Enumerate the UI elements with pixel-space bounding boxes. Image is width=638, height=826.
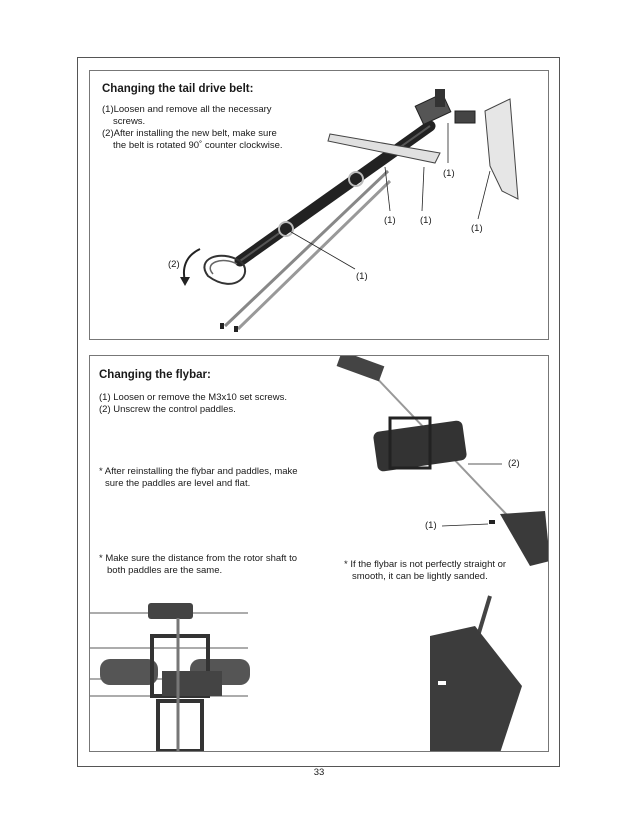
callout-stabilizer-screw: (1): [384, 215, 396, 226]
flybar-note-level-line1: * After reinstalling the flybar and paddles, make: [99, 466, 298, 477]
flybar-note-distance-line1: * Make sure the distance from the rotor shaft to: [99, 553, 298, 564]
callout-belt-rotate: (2): [168, 259, 180, 270]
callout-set-screw: (1): [425, 520, 437, 531]
flybar-title: Changing the flybar:: [99, 369, 211, 381]
callout-rod-screw: (1): [420, 215, 432, 226]
flybar-note-distance-line2: both paddles are the same.: [107, 565, 223, 576]
callout-control-paddle: (2): [508, 458, 520, 469]
flybar-steps: [99, 392, 287, 416]
flybar-note-level-line2: sure the paddles are level and flat.: [105, 478, 251, 489]
callout-fin-mount: (1): [471, 223, 483, 234]
callout-boom-clamp: (1): [356, 271, 368, 282]
flybar-note-sanding-line2: smooth, it can be lightly sanded.: [352, 571, 488, 582]
callout-fin-screw: (1): [443, 168, 455, 179]
flybar-step2: (2) Unscrew the control paddles.: [99, 404, 236, 415]
tail-belt-step1-line2: screws.: [113, 116, 146, 127]
flybar-note-sanding: [344, 559, 506, 583]
tail-belt-instructions: [102, 104, 283, 152]
flybar-note-distance: [99, 553, 297, 577]
tail-belt-step2-line1: (2)After installing the new belt, make sure: [102, 128, 277, 139]
flybar-step1: (1) Loosen or remove the M3x10 set screws.: [99, 392, 287, 403]
flybar-note-level: [99, 466, 298, 490]
flybar-panel: [89, 355, 549, 752]
tail-belt-step2-line2: the belt is rotated 90˚ counter clockwise.: [113, 140, 283, 151]
tail-belt-panel: [89, 70, 549, 340]
flybar-note-sanding-line1: * If the flybar is not perfectly straight or: [344, 559, 507, 570]
tail-belt-title: Changing the tail drive belt:: [102, 83, 254, 95]
page-number: 33: [313, 767, 325, 778]
tail-belt-step1-line1: (1)Loosen and remove all the necessary: [102, 104, 272, 115]
